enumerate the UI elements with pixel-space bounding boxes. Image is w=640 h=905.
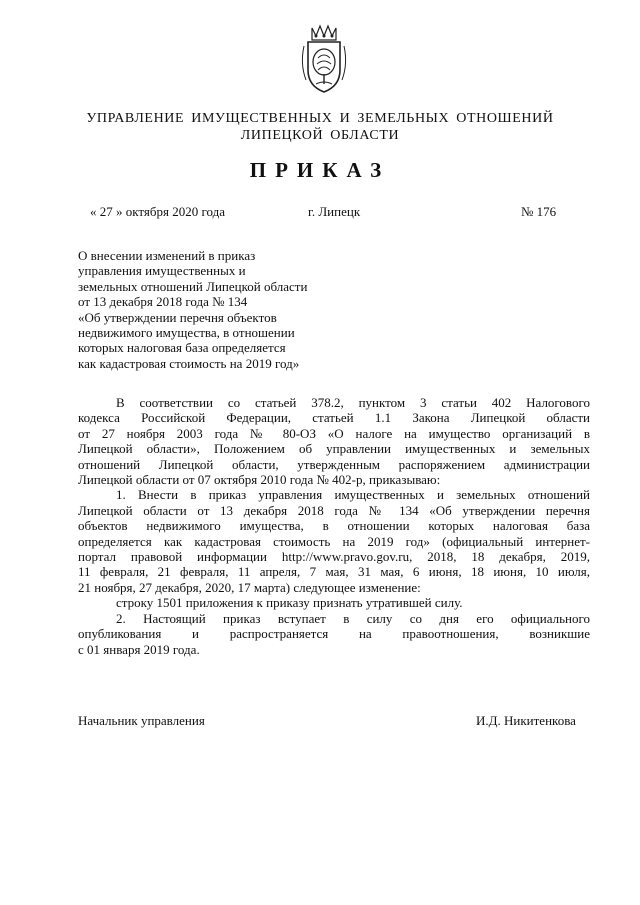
body-line: 21 ноября, 27 декабря, 2020, 17 марта) следующее изменение:	[78, 579, 421, 595]
body-line: от 27 ноября 2003 года № 80-ОЗ «О налоге на имущество организаций в	[78, 425, 590, 441]
body-line: кодекса Российской Федерации, статьей 1.1 Закона Липецкой области	[78, 410, 590, 426]
body-line: 11 февраля, 21 февраля, 11 апреля, 7 мая, 31 мая, 6 июня, 18 июня, 10 июля,	[78, 564, 590, 580]
subject-line: недвижимого имущества, в отношении	[78, 325, 295, 341]
body-line: опубликования и распространяется на правоотношения, возникшие	[78, 626, 590, 642]
order-city: г. Липецк	[308, 204, 361, 219]
subject-line: управления имущественных и	[78, 263, 246, 279]
body-line: с 01 января 2019 года.	[78, 641, 200, 657]
body-line: Липецкой области от 07 октября 2010 года № 402-р, приказываю:	[78, 472, 441, 488]
body-line: определяется как кадастровая стоимость на 2019 год» (официальный интернет-	[78, 533, 590, 549]
body-line: Липецкой области», Положением об управлении имущественных и земельных	[78, 441, 590, 457]
order-date: « 27 » октября 2020 года	[90, 204, 225, 219]
subject-line: земельных отношений Липецкой области	[78, 278, 308, 294]
organization-name-line1: УПРАВЛЕНИЕ ИМУЩЕСТВЕННЫХ И ЗЕМЕЛЬНЫХ ОТНОШЕНИЙ	[86, 111, 554, 126]
body-line: 1. Внести в приказ управления имущественных и земельных отношений	[116, 487, 590, 503]
organization-name-line2: ЛИПЕЦКОЙ ОБЛАСТИ	[240, 128, 400, 143]
subject-line: как кадастровая стоимость на 2019 год»	[78, 355, 300, 371]
body-line: объектов недвижимого имущества, в отношении которых налоговая база	[78, 518, 590, 534]
order-number: № 176	[521, 204, 557, 219]
body-line: В соответствии со статьей 378.2, пунктом 3 статьи 402 Налогового	[116, 395, 590, 410]
subject-line: которых налоговая база определяется	[78, 340, 286, 356]
document-title: ПРИКАЗ	[249, 158, 391, 182]
body-line: портал правовой информации http://www.pravo.gov.ru, 2018, 18 декабря, 2019,	[78, 549, 590, 565]
order-body	[78, 395, 590, 657]
body-line: строку 1501 приложения к приказу признать утратившей силу.	[116, 595, 463, 611]
coat-of-arms-icon	[296, 24, 352, 96]
body-line: 2. Настоящий приказ вступает в силу со дня его официального	[116, 610, 590, 626]
order-subject	[78, 248, 378, 371]
subject-line: от 13 декабря 2018 года № 134	[78, 294, 248, 310]
body-line: отношений Липецкой области, утвержденным распоряжением администрации	[78, 456, 590, 472]
signatory-position: Начальник управления	[78, 713, 205, 728]
subject-line: «Об утверждении перечня объектов	[78, 309, 277, 325]
signatory-name: И.Д. Никитенкова	[476, 713, 576, 728]
subject-line: О внесении изменений в приказ	[78, 248, 256, 263]
body-line: Липецкой области от 13 декабря 2018 года № 134 «Об утверждении перечня	[78, 502, 590, 518]
